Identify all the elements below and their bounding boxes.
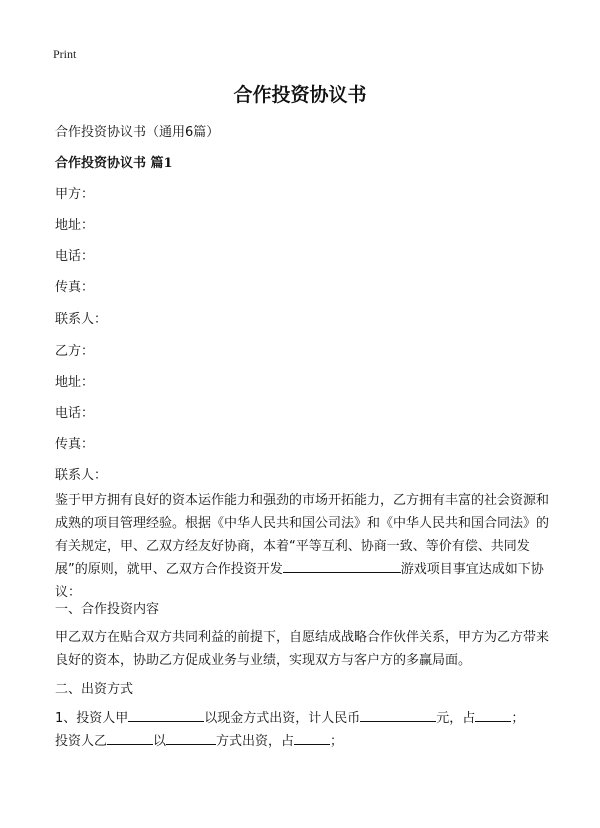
party-b-fax-field: 传真： <box>55 437 95 452</box>
intro-text-part1: 鉴于甲方拥有良好的资本运作能力和强劲的市场开拓能力，乙方拥有丰富的社会资源和成熟的项目管理经验。根据《中华人民共和国公司法》和《中华人民共和国合同法》的有关规定，甲、乙双方经友好协商，本着“平等互利、协商一致、等价有偿、共同发展”的原则，就甲、乙双方合作投资开发 <box>55 493 550 577</box>
item1-text-f: 以 <box>153 734 167 749</box>
party-b-address-field: 地址： <box>55 375 95 390</box>
party-a-fax-field: 传真： <box>55 280 95 295</box>
party-a-field: 甲方： <box>55 187 95 202</box>
item1-text-d: ； <box>511 711 525 726</box>
party-b-phone-field: 电话： <box>55 406 95 421</box>
document-subtitle: 合作投资协议书（通用6篇） <box>55 125 220 140</box>
item1-text-b: 以现金方式出资，计人民币 <box>204 711 361 726</box>
intro-paragraph <box>55 489 555 604</box>
party-a-contact-field: 联系人： <box>55 312 108 327</box>
item1-text-a: 1、投资人甲 <box>55 711 129 726</box>
share-b-blank <box>294 731 330 745</box>
method-blank <box>166 731 216 745</box>
section-heading: 合作投资协议书 篇1 <box>55 156 173 171</box>
item1-text-c: 元，占 <box>436 711 476 726</box>
clause1-body: 甲乙双方在贴合双方共同利益的前提下，自愿结成战略合作伙伴关系，甲方为乙方带来良好的资本，协助乙方促成业务与业绩，实现双方与客户方的多赢局面。 <box>55 630 550 668</box>
party-a-address-field: 地址： <box>55 218 95 233</box>
item1-text-e: 投资人乙 <box>55 734 108 749</box>
investor-a-blank <box>128 708 204 722</box>
item1-text-g: 方式出资，占 <box>216 734 295 749</box>
party-b-field: 乙方： <box>55 344 95 359</box>
clause1-heading: 一、合作投资内容 <box>55 602 160 617</box>
party-a-phone-field: 电话： <box>55 249 95 264</box>
intro-text-part2: 游戏项目事宜达成如下协议： <box>55 562 544 600</box>
print-label: Print <box>53 47 77 61</box>
clause2-item1 <box>55 707 555 753</box>
document-title: 合作投资协议书 <box>233 84 367 106</box>
investor-b-blank <box>107 731 153 745</box>
project-name-blank <box>283 559 401 573</box>
item1-text-h: ； <box>330 734 344 749</box>
clause2-heading: 二、出资方式 <box>55 682 134 697</box>
party-b-contact-field: 联系人： <box>55 468 108 483</box>
share-a-blank <box>475 708 511 722</box>
amount-blank <box>360 708 436 722</box>
